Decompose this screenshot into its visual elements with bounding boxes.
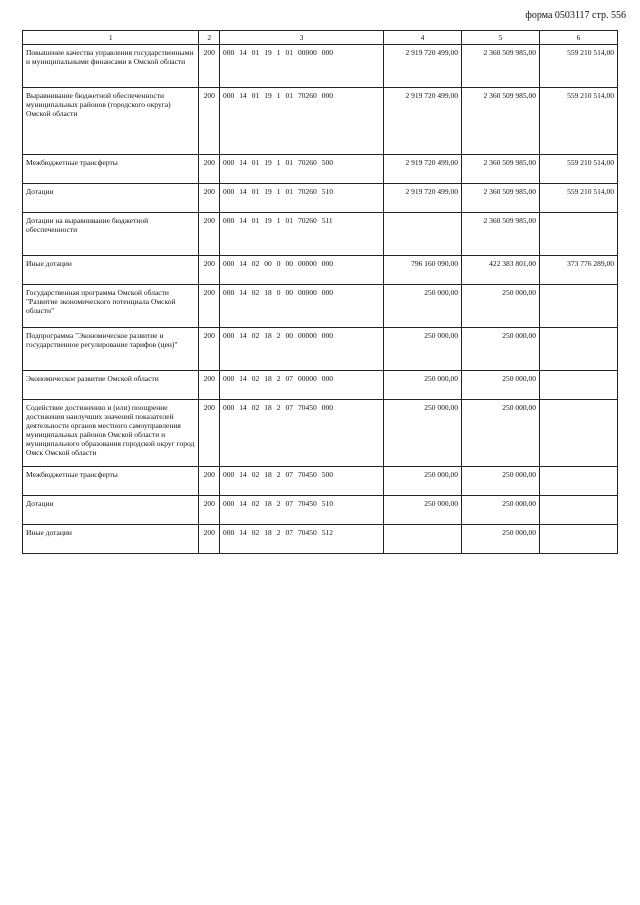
kbk-segment: 000 (222, 499, 235, 508)
kbk-segment: 510 (321, 499, 333, 508)
row-amount-c6: 559 210 514,00 (539, 45, 617, 88)
row-amount-c5: 250 000,00 (462, 525, 540, 554)
kbk-segment: 1 (276, 91, 281, 100)
kbk-segment: 000 (222, 187, 235, 196)
row-amount-c6: 373 776 289,00 (539, 256, 617, 285)
kbk-segment: 14 (239, 470, 247, 479)
kbk-segment: 01 (251, 216, 260, 225)
row-amount-c6 (539, 285, 617, 328)
kbk-segment: 70450 (297, 403, 317, 412)
row-amount-c4: 250 000,00 (384, 285, 462, 328)
row-kbk-cell (219, 525, 383, 554)
kbk-segment: 19 (264, 187, 272, 196)
kbk-segment: 19 (264, 48, 272, 57)
table-row (23, 256, 618, 285)
row-amount-c6 (539, 328, 617, 371)
row-amount-c4: 2 919 720 499,00 (384, 45, 462, 88)
kbk-segment: 18 (264, 403, 272, 412)
table-header-row (23, 31, 618, 45)
row-code-cell: 200 (199, 328, 220, 371)
kbk-segment: 1 (276, 187, 281, 196)
row-kbk-cell (219, 328, 383, 371)
form-label: форма 0503117 стр. 556 (525, 10, 626, 21)
kbk-segment: 18 (264, 499, 272, 508)
row-code-cell: 200 (199, 285, 220, 328)
row-amount-c4: 796 160 090,00 (384, 256, 462, 285)
kbk-segment: 70260 (297, 91, 317, 100)
kbk-segment: 000 (321, 331, 333, 340)
row-code-cell: 200 (199, 496, 220, 525)
kbk-segment: 000 (222, 216, 235, 225)
row-name-cell: Межбюджетные трансферты (23, 155, 199, 184)
row-code-cell: 200 (199, 525, 220, 554)
kbk-segment: 18 (264, 528, 272, 537)
row-amount-c6: 559 210 514,00 (539, 155, 617, 184)
row-amount-c5: 250 000,00 (462, 467, 540, 496)
row-code-cell: 200 (199, 213, 220, 256)
row-amount-c5: 250 000,00 (462, 496, 540, 525)
kbk-segment: 510 (321, 187, 333, 196)
kbk-segment: 02 (251, 331, 260, 340)
kbk-segment: 18 (264, 288, 272, 297)
kbk-segment: 000 (222, 470, 235, 479)
kbk-segment: 01 (251, 158, 260, 167)
row-amount-c6: 559 210 514,00 (539, 184, 617, 213)
row-name-cell: Выравнивание бюджетной обеспеченности муниципальных районов (городского округа) Омской области (23, 88, 199, 155)
kbk-segment: 14 (239, 403, 247, 412)
kbk-segment: 07 (285, 499, 293, 508)
kbk-segment: 01 (285, 216, 293, 225)
row-kbk-cell (219, 371, 383, 400)
row-amount-c6: 559 210 514,00 (539, 88, 617, 155)
kbk-segment: 14 (239, 48, 247, 57)
kbk-segment: 500 (321, 470, 333, 479)
row-kbk-cell (219, 184, 383, 213)
kbk-segment: 18 (264, 331, 272, 340)
kbk-segment: 00 (264, 259, 272, 268)
row-name-cell: Содействие достижению и (или) поощрение достижения наилучших значений показателей деятельности органов местного самоуправления муниципальных районов Омской области и муниципального образования городской округ город Омск Омской области (23, 400, 199, 467)
table-row (23, 467, 618, 496)
row-code-cell: 200 (199, 184, 220, 213)
row-kbk-cell (219, 88, 383, 155)
kbk-segment: 70260 (297, 187, 317, 196)
row-code-cell: 200 (199, 467, 220, 496)
row-name-cell: Государственная программа Омской области "Развитие экономического потенциала Омской области" (23, 285, 199, 328)
kbk-segment: 02 (251, 403, 260, 412)
column-header: 6 (539, 31, 617, 45)
table-row (23, 525, 618, 554)
row-name-cell: Повышение качества управления государственными и муниципальными финансами в Омской области (23, 45, 199, 88)
row-name-cell: Межбюджетные трансферты (23, 467, 199, 496)
kbk-segment: 000 (222, 374, 235, 383)
row-name-cell: Дотации (23, 184, 199, 213)
kbk-segment: 1 (276, 158, 281, 167)
row-amount-c4: 250 000,00 (384, 400, 462, 467)
kbk-segment: 07 (285, 528, 293, 537)
kbk-segment: 07 (285, 374, 293, 383)
row-name-cell: Дотации на выравнивание бюджетной обеспеченности (23, 213, 199, 256)
table-row (23, 328, 618, 371)
kbk-segment: 000 (321, 91, 333, 100)
column-header: 4 (384, 31, 462, 45)
kbk-segment: 14 (239, 216, 247, 225)
kbk-segment: 1 (276, 216, 281, 225)
row-kbk-cell (219, 45, 383, 88)
table-row (23, 184, 618, 213)
table-body (23, 45, 618, 554)
kbk-segment: 02 (251, 528, 260, 537)
row-name-cell: Дотации (23, 496, 199, 525)
table-row (23, 371, 618, 400)
kbk-segment: 14 (239, 91, 247, 100)
row-amount-c4: 2 919 720 499,00 (384, 88, 462, 155)
kbk-segment: 2 (276, 374, 281, 383)
kbk-segment: 14 (239, 187, 247, 196)
row-kbk-cell (219, 213, 383, 256)
kbk-segment: 00000 (297, 288, 317, 297)
kbk-segment: 0 (276, 288, 281, 297)
table-row (23, 45, 618, 88)
row-kbk-cell (219, 285, 383, 328)
kbk-segment: 00000 (297, 259, 317, 268)
kbk-segment: 02 (251, 499, 260, 508)
kbk-segment: 01 (285, 187, 293, 196)
row-amount-c6 (539, 400, 617, 467)
kbk-segment: 511 (321, 216, 333, 225)
row-kbk-cell (219, 155, 383, 184)
kbk-segment: 000 (222, 288, 235, 297)
row-name-cell: Иные дотации (23, 525, 199, 554)
row-amount-c6 (539, 371, 617, 400)
kbk-segment: 18 (264, 470, 272, 479)
kbk-segment: 2 (276, 499, 281, 508)
kbk-segment: 07 (285, 403, 293, 412)
row-name-cell: Экономическое развитие Омской области (23, 371, 199, 400)
row-kbk-cell (219, 467, 383, 496)
table-row (23, 213, 618, 256)
kbk-segment: 00 (285, 331, 293, 340)
row-amount-c5: 2 360 509 985,00 (462, 155, 540, 184)
row-amount-c5: 422 383 801,00 (462, 256, 540, 285)
column-header: 3 (219, 31, 383, 45)
kbk-segment: 14 (239, 259, 247, 268)
row-amount-c6 (539, 496, 617, 525)
column-header: 2 (199, 31, 220, 45)
kbk-segment: 00000 (297, 331, 317, 340)
row-code-cell: 200 (199, 155, 220, 184)
kbk-segment: 70260 (297, 216, 317, 225)
budget-table (22, 30, 618, 554)
kbk-segment: 02 (251, 374, 260, 383)
row-code-cell: 200 (199, 400, 220, 467)
row-kbk-cell (219, 256, 383, 285)
table-row (23, 88, 618, 155)
kbk-segment: 000 (222, 528, 235, 537)
kbk-segment: 01 (251, 187, 260, 196)
row-code-cell: 200 (199, 371, 220, 400)
row-amount-c4: 250 000,00 (384, 371, 462, 400)
kbk-segment: 14 (239, 331, 247, 340)
row-kbk-cell (219, 496, 383, 525)
kbk-segment: 07 (285, 470, 293, 479)
row-name-cell: Иные дотации (23, 256, 199, 285)
row-code-cell: 200 (199, 256, 220, 285)
kbk-segment: 00000 (297, 48, 317, 57)
kbk-segment: 14 (239, 158, 247, 167)
column-header: 1 (23, 31, 199, 45)
row-amount-c4: 250 000,00 (384, 496, 462, 525)
kbk-segment: 70450 (297, 470, 317, 479)
table-row (23, 496, 618, 525)
kbk-segment: 70450 (297, 528, 317, 537)
kbk-segment: 19 (264, 91, 272, 100)
kbk-segment: 18 (264, 374, 272, 383)
kbk-segment: 500 (321, 158, 333, 167)
kbk-segment: 00000 (297, 374, 317, 383)
row-code-cell: 200 (199, 45, 220, 88)
kbk-segment: 02 (251, 259, 260, 268)
table-row (23, 400, 618, 467)
kbk-segment: 000 (321, 288, 333, 297)
kbk-segment: 2 (276, 528, 281, 537)
kbk-segment: 01 (251, 91, 260, 100)
kbk-segment: 2 (276, 403, 281, 412)
table-row (23, 285, 618, 328)
kbk-segment: 000 (222, 48, 235, 57)
kbk-segment: 14 (239, 528, 247, 537)
row-amount-c4: 2 919 720 499,00 (384, 184, 462, 213)
row-name-cell: Подпрограмма "Экономическое развитие и государственное регулирование тарифов (цен)" (23, 328, 199, 371)
row-amount-c4: 250 000,00 (384, 467, 462, 496)
row-amount-c6 (539, 467, 617, 496)
row-amount-c4 (384, 213, 462, 256)
kbk-segment: 000 (222, 403, 235, 412)
kbk-segment: 01 (251, 48, 260, 57)
kbk-segment: 70450 (297, 499, 317, 508)
row-amount-c5: 2 360 509 985,00 (462, 88, 540, 155)
kbk-segment: 00 (285, 288, 293, 297)
row-amount-c4: 250 000,00 (384, 328, 462, 371)
kbk-segment: 01 (285, 91, 293, 100)
kbk-segment: 2 (276, 331, 281, 340)
kbk-segment: 01 (285, 158, 293, 167)
kbk-segment: 2 (276, 470, 281, 479)
row-amount-c5: 2 360 509 985,00 (462, 45, 540, 88)
row-amount-c5: 250 000,00 (462, 285, 540, 328)
kbk-segment: 02 (251, 470, 260, 479)
kbk-segment: 01 (285, 48, 293, 57)
kbk-segment: 14 (239, 499, 247, 508)
table-row (23, 155, 618, 184)
kbk-segment: 000 (222, 259, 235, 268)
kbk-segment: 000 (222, 158, 235, 167)
row-amount-c4: 2 919 720 499,00 (384, 155, 462, 184)
kbk-segment: 000 (321, 48, 333, 57)
kbk-segment: 000 (321, 374, 333, 383)
row-amount-c5: 2 360 509 985,00 (462, 213, 540, 256)
row-amount-c6 (539, 525, 617, 554)
kbk-segment: 14 (239, 288, 247, 297)
row-amount-c5: 2 360 509 985,00 (462, 184, 540, 213)
row-amount-c6 (539, 213, 617, 256)
row-amount-c5: 250 000,00 (462, 400, 540, 467)
kbk-segment: 0 (276, 259, 281, 268)
kbk-segment: 00 (285, 259, 293, 268)
column-header: 5 (462, 31, 540, 45)
kbk-segment: 02 (251, 288, 260, 297)
row-kbk-cell (219, 400, 383, 467)
kbk-segment: 000 (222, 331, 235, 340)
kbk-segment: 512 (321, 528, 333, 537)
kbk-segment: 000 (321, 403, 333, 412)
kbk-segment: 000 (222, 91, 235, 100)
row-amount-c4 (384, 525, 462, 554)
kbk-segment: 14 (239, 374, 247, 383)
kbk-segment: 19 (264, 158, 272, 167)
row-amount-c5: 250 000,00 (462, 328, 540, 371)
kbk-segment: 19 (264, 216, 272, 225)
row-amount-c5: 250 000,00 (462, 371, 540, 400)
kbk-segment: 1 (276, 48, 281, 57)
row-code-cell: 200 (199, 88, 220, 155)
kbk-segment: 000 (321, 259, 333, 268)
kbk-segment: 70260 (297, 158, 317, 167)
